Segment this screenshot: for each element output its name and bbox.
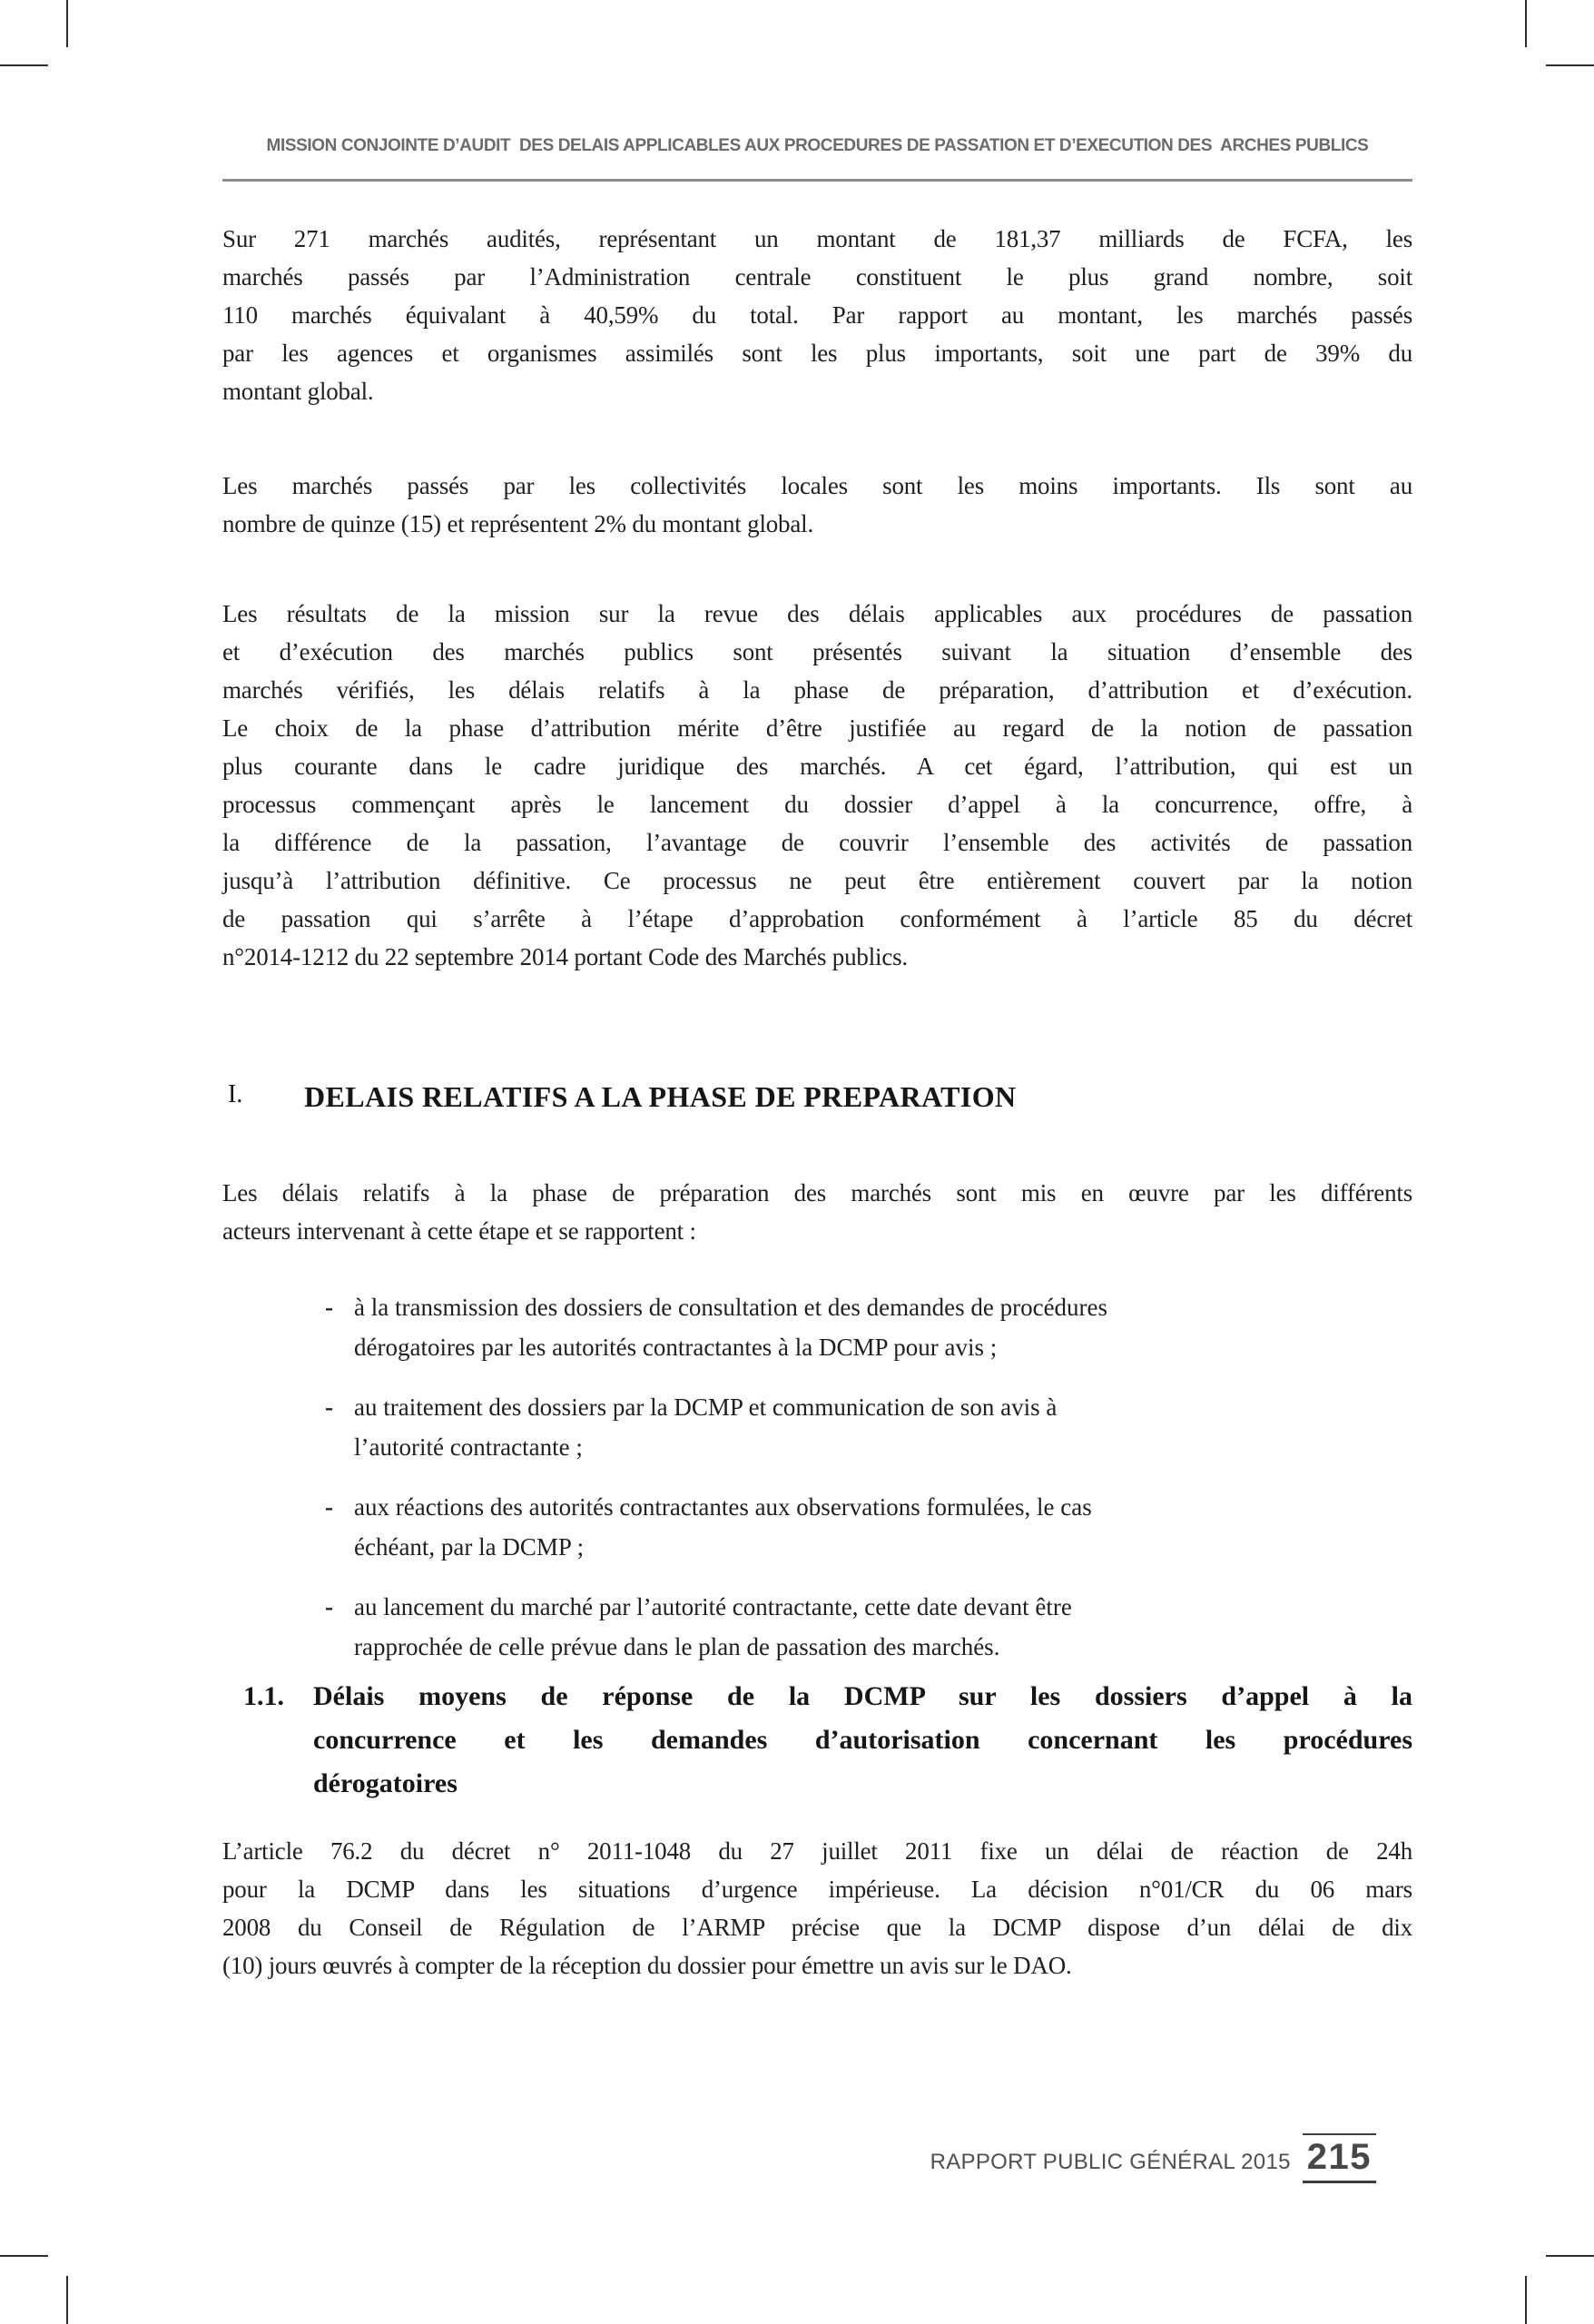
- crop-mark: [0, 2255, 48, 2257]
- text-line: Les marchés passés par les collectivités locales sont les moins importants. Ils sont au: [222, 472, 1412, 499]
- bullet-text: [354, 1487, 1412, 1567]
- text-line: (10) jours œuvrés à compter de la réception du dossier pour émettre un avis sur le DAO.: [222, 1952, 1072, 1979]
- text-line: rapprochée de celle prévue dans le plan de passation des marchés.: [354, 1633, 1000, 1660]
- text-line: 110 marchés équivalant à 40,59% du total. Par rapport au montant, les marchés passés: [222, 301, 1412, 329]
- subsection-number: 1.1.: [243, 1681, 284, 1711]
- page-number: 215: [1303, 2133, 1376, 2183]
- bullet-list: [222, 1287, 1412, 1687]
- text-line: n°2014-1212 du 22 septembre 2014 portant Code des Marchés publics.: [222, 943, 908, 970]
- bullet-item: [222, 1387, 1412, 1467]
- text-line: par les agences et organismes assimilés sont les plus importants, soit une part de 39% du: [222, 340, 1412, 367]
- text-line: au traitement des dossiers par la DCMP et communication de son avis à: [354, 1393, 1058, 1421]
- dash-marker: -: [325, 1493, 333, 1521]
- dash-marker: -: [325, 1593, 333, 1620]
- text-line: pour la DCMP dans les situations d’urgence impérieuse. La décision n°01/CR du 06 mars: [222, 1876, 1412, 1903]
- section-heading-1: [222, 1080, 1412, 1114]
- section-heading-1-1: [222, 1675, 1412, 1806]
- paragraph-resultats-mission: [222, 595, 1412, 976]
- text-line: à la transmission des dossiers de consultation et des demandes de procédures: [354, 1294, 1108, 1321]
- text-line: marchés passés par l’Administration centrale constituent le plus grand nombre, soit: [222, 263, 1412, 290]
- dash-marker: -: [325, 1393, 333, 1421]
- subsection-title: [313, 1675, 1412, 1806]
- bullet-item: [222, 1487, 1412, 1567]
- text-line: la différence de la passation, l’avantage de couvrir l’ensemble des activités de passation: [222, 829, 1412, 856]
- text-line: processus commençant après le lancement du dossier d’appel à la concurrence, offre, à: [222, 791, 1412, 818]
- running-header: MISSION CONJOINTE D’AUDIT DES DELAIS APPLICABLES AUX PROCEDURES DE PASSATION ET D’EXECUTION DES ARCHES PUBLICS: [266, 136, 1369, 155]
- text-line: et d’exécution des marchés publics sont présentés suivant la situation d’ensemble des: [222, 638, 1412, 665]
- text-line: dérogatoires: [313, 1768, 458, 1798]
- footer-label: RAPPORT PUBLIC GÉNÉRAL 2015: [930, 2150, 1291, 2174]
- dash-marker: -: [325, 1294, 333, 1321]
- text-line: échéant, par la DCMP ;: [354, 1533, 585, 1561]
- crop-mark: [1546, 2255, 1594, 2257]
- crop-mark: [1525, 0, 1527, 47]
- text-line: l’autorité contractante ;: [354, 1433, 583, 1461]
- paragraph-article-76-2: [222, 1832, 1412, 1984]
- text-line: Délais moyens de réponse de la DCMP sur les dossiers d’appel à la: [313, 1681, 1412, 1711]
- section-numeral: I.: [228, 1080, 243, 1108]
- paragraph-delais-preparation: [222, 1174, 1412, 1250]
- header-rule: [222, 179, 1412, 182]
- text-line: au lancement du marché par l’autorité contractante, cette date devant être: [354, 1593, 1072, 1620]
- crop-mark: [66, 2276, 68, 2324]
- text-line: Les délais relatifs à la phase de préparation des marchés sont mis en œuvre par les différents: [222, 1179, 1412, 1206]
- text-line: 2008 du Conseil de Régulation de l’ARMP précise que la DCMP dispose d’un délai de dix: [222, 1914, 1412, 1941]
- crop-mark: [66, 0, 68, 47]
- paragraph-marches-audites: [222, 220, 1412, 410]
- text-line: L’article 76.2 du décret n° 2011-1048 du 27 juillet 2011 fixe un délai de réaction de 24h: [222, 1837, 1412, 1865]
- section-title: DELAIS RELATIFS A LA PHASE DE PREPARATION: [304, 1080, 1017, 1113]
- text-line: concurrence et les demandes d’autorisation concernant les procédures: [313, 1725, 1412, 1755]
- bullet-text: [354, 1287, 1412, 1367]
- text-line: dérogatoires par les autorités contractantes à la DCMP pour avis ;: [354, 1334, 998, 1361]
- text-line: Sur 271 marchés audités, représentant un montant de 181,37 milliards de FCFA, les: [222, 225, 1412, 252]
- text-line: plus courante dans le cadre juridique des marchés. A cet égard, l’attribution, qui est un: [222, 753, 1412, 780]
- text-line: montant global.: [222, 378, 374, 405]
- text-line: Les résultats de la mission sur la revue des délais applicables aux procédures de passation: [222, 600, 1412, 627]
- page-footer: [930, 2133, 1376, 2183]
- bullet-text: [354, 1587, 1412, 1667]
- text-line: aux réactions des autorités contractantes aux observations formulées, le cas: [354, 1493, 1092, 1521]
- crop-mark: [0, 64, 48, 66]
- text-line: de passation qui s’arrête à l’étape d’approbation conformément à l’article 85 du décret: [222, 905, 1412, 932]
- bullet-item: [222, 1287, 1412, 1367]
- text-line: marchés vérifiés, les délais relatifs à la phase de préparation, d’attribution et d’exécution.: [222, 676, 1412, 704]
- bullet-item: [222, 1587, 1412, 1667]
- text-line: acteurs intervenant à cette étape et se rapportent :: [222, 1217, 696, 1245]
- text-line: nombre de quinze (15) et représentent 2% du montant global.: [222, 510, 813, 537]
- crop-mark: [1546, 64, 1594, 66]
- text-line: Le choix de la phase d’attribution mérite d’être justifiée au regard de la notion de passation: [222, 714, 1412, 742]
- paragraph-collectivites-locales: [222, 467, 1412, 543]
- bullet-text: [354, 1387, 1412, 1467]
- crop-mark: [1525, 2276, 1527, 2324]
- text-line: jusqu’à l’attribution définitive. Ce processus ne peut être entièrement couvert par la notion: [222, 867, 1412, 894]
